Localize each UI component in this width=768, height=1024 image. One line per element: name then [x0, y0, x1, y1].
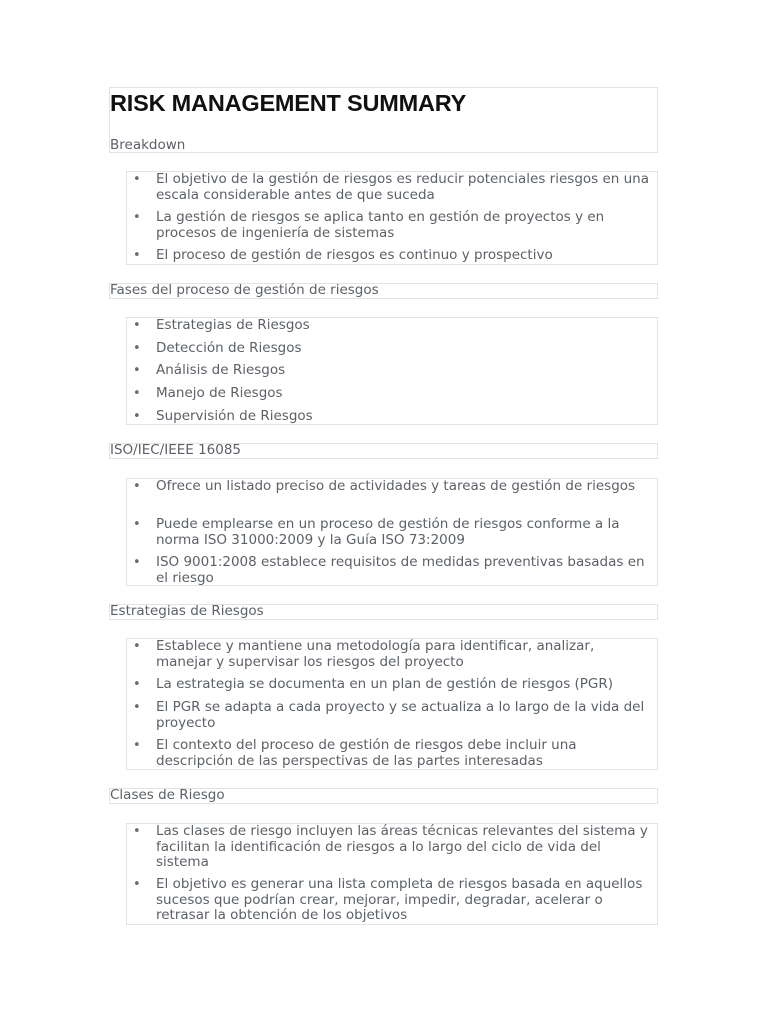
list-item [133, 247, 651, 264]
list-item-text: El contexto del proceso de gestión de riesgos debe incluir una descripción de las perspectivas de las partes interesadas [156, 737, 577, 769]
list-item-text: Estrategias de Riesgos [156, 317, 310, 333]
list-item [133, 876, 651, 924]
title-block [109, 87, 658, 153]
page-subtitle: Breakdown [110, 137, 186, 153]
list-item [133, 209, 651, 241]
list-item-text: Establece y mantiene una metodología para identificar, analizar, manejar y supervisar los riesgos del proyecto [156, 638, 595, 670]
bullet-marker: • [133, 824, 141, 839]
list-item-text: El proceso de gestión de riesgos es continuo y prospectivo [156, 247, 553, 263]
section-heading-text: Clases de Riesgo [110, 787, 225, 803]
bullet-marker: • [133, 479, 141, 494]
section-heading-fases [109, 283, 658, 299]
bullet-marker: • [133, 700, 141, 715]
bullet-marker: • [133, 409, 141, 424]
list-item-text: Ofrece un listado preciso de actividades y tareas de gestión de riesgos [156, 478, 636, 494]
list-item [133, 340, 651, 357]
list-item-text: Las clases de riesgo incluyen las áreas técnicas relevantes del sistema y facilitan la identificación de riesgos a lo largo del ciclo de vida del sistema [156, 823, 648, 870]
list-item [133, 823, 651, 871]
list-item [133, 385, 651, 402]
bullet-list-iso [126, 478, 658, 586]
list-item-text: Análisis de Riesgos [156, 362, 286, 378]
list-item-text: Supervisión de Riesgos [156, 408, 313, 424]
list-item [133, 737, 651, 769]
page-title: RISK MANAGEMENT SUMMARY [110, 90, 467, 116]
list-item-text: La estrategia se documenta en un plan de gestión de riesgos (PGR) [156, 676, 614, 692]
list-item-text: Manejo de Riesgos [156, 385, 283, 401]
bullet-marker: • [133, 210, 141, 225]
bullet-marker: • [133, 318, 141, 333]
bullet-marker: • [133, 341, 141, 356]
bullet-marker: • [133, 555, 141, 570]
bullet-marker: • [133, 677, 141, 692]
bullet-marker: • [133, 877, 141, 892]
bullet-list-fases [126, 317, 658, 425]
bullet-list-estrategias [126, 638, 658, 770]
list-item-text: ISO 9001:2008 establece requisitos de medidas preventivas basadas en el riesgo [156, 554, 645, 586]
section-heading-clases [109, 788, 658, 804]
list-item [133, 317, 651, 334]
list-item [133, 638, 651, 670]
list-item [133, 676, 651, 693]
bullet-marker: • [133, 639, 141, 654]
list-item [133, 478, 651, 495]
list-item-text: El objetivo de la gestión de riesgos es reducir potenciales riesgos en una escala considerable antes de que suceda [156, 171, 650, 203]
list-item-text: El objetivo es generar una lista completa de riesgos basada en aquellos sucesos que podrían crear, mejorar, impedir, degradar, acelerar o retrasar la obtención de los objetivos [156, 876, 643, 923]
bullet-marker: • [133, 517, 141, 532]
list-item [133, 554, 651, 586]
list-item [133, 516, 651, 548]
list-item-text: Puede emplearse en un proceso de gestión de riesgos conforme a la norma ISO 31000:2009 y la Guía ISO 73:2009 [156, 516, 620, 548]
section-heading-estrategias [109, 604, 658, 620]
bullet-marker: • [133, 738, 141, 753]
list-item-text: La gestión de riesgos se aplica tanto en gestión de proyectos y en procesos de ingeniería de sistemas [156, 209, 605, 241]
section-heading-text: Estrategias de Riesgos [110, 603, 264, 619]
bullet-marker: • [133, 172, 141, 187]
list-item [133, 362, 651, 379]
list-item [133, 408, 651, 425]
section-heading-text: Fases del proceso de gestión de riesgos [110, 282, 379, 298]
bullet-marker: • [133, 248, 141, 263]
list-item-text: El PGR se adapta a cada proyecto y se actualiza a lo largo de la vida del proyecto [156, 699, 645, 731]
section-heading-text: ISO/IEC/IEEE 16085 [110, 442, 242, 458]
list-item [133, 171, 651, 203]
bullet-marker: • [133, 386, 141, 401]
list-item [133, 699, 651, 731]
bullet-list-intro [126, 171, 658, 265]
list-item-text: Detección de Riesgos [156, 340, 302, 356]
section-heading-iso [109, 443, 658, 459]
bullet-list-clases [126, 823, 658, 925]
bullet-marker: • [133, 363, 141, 378]
